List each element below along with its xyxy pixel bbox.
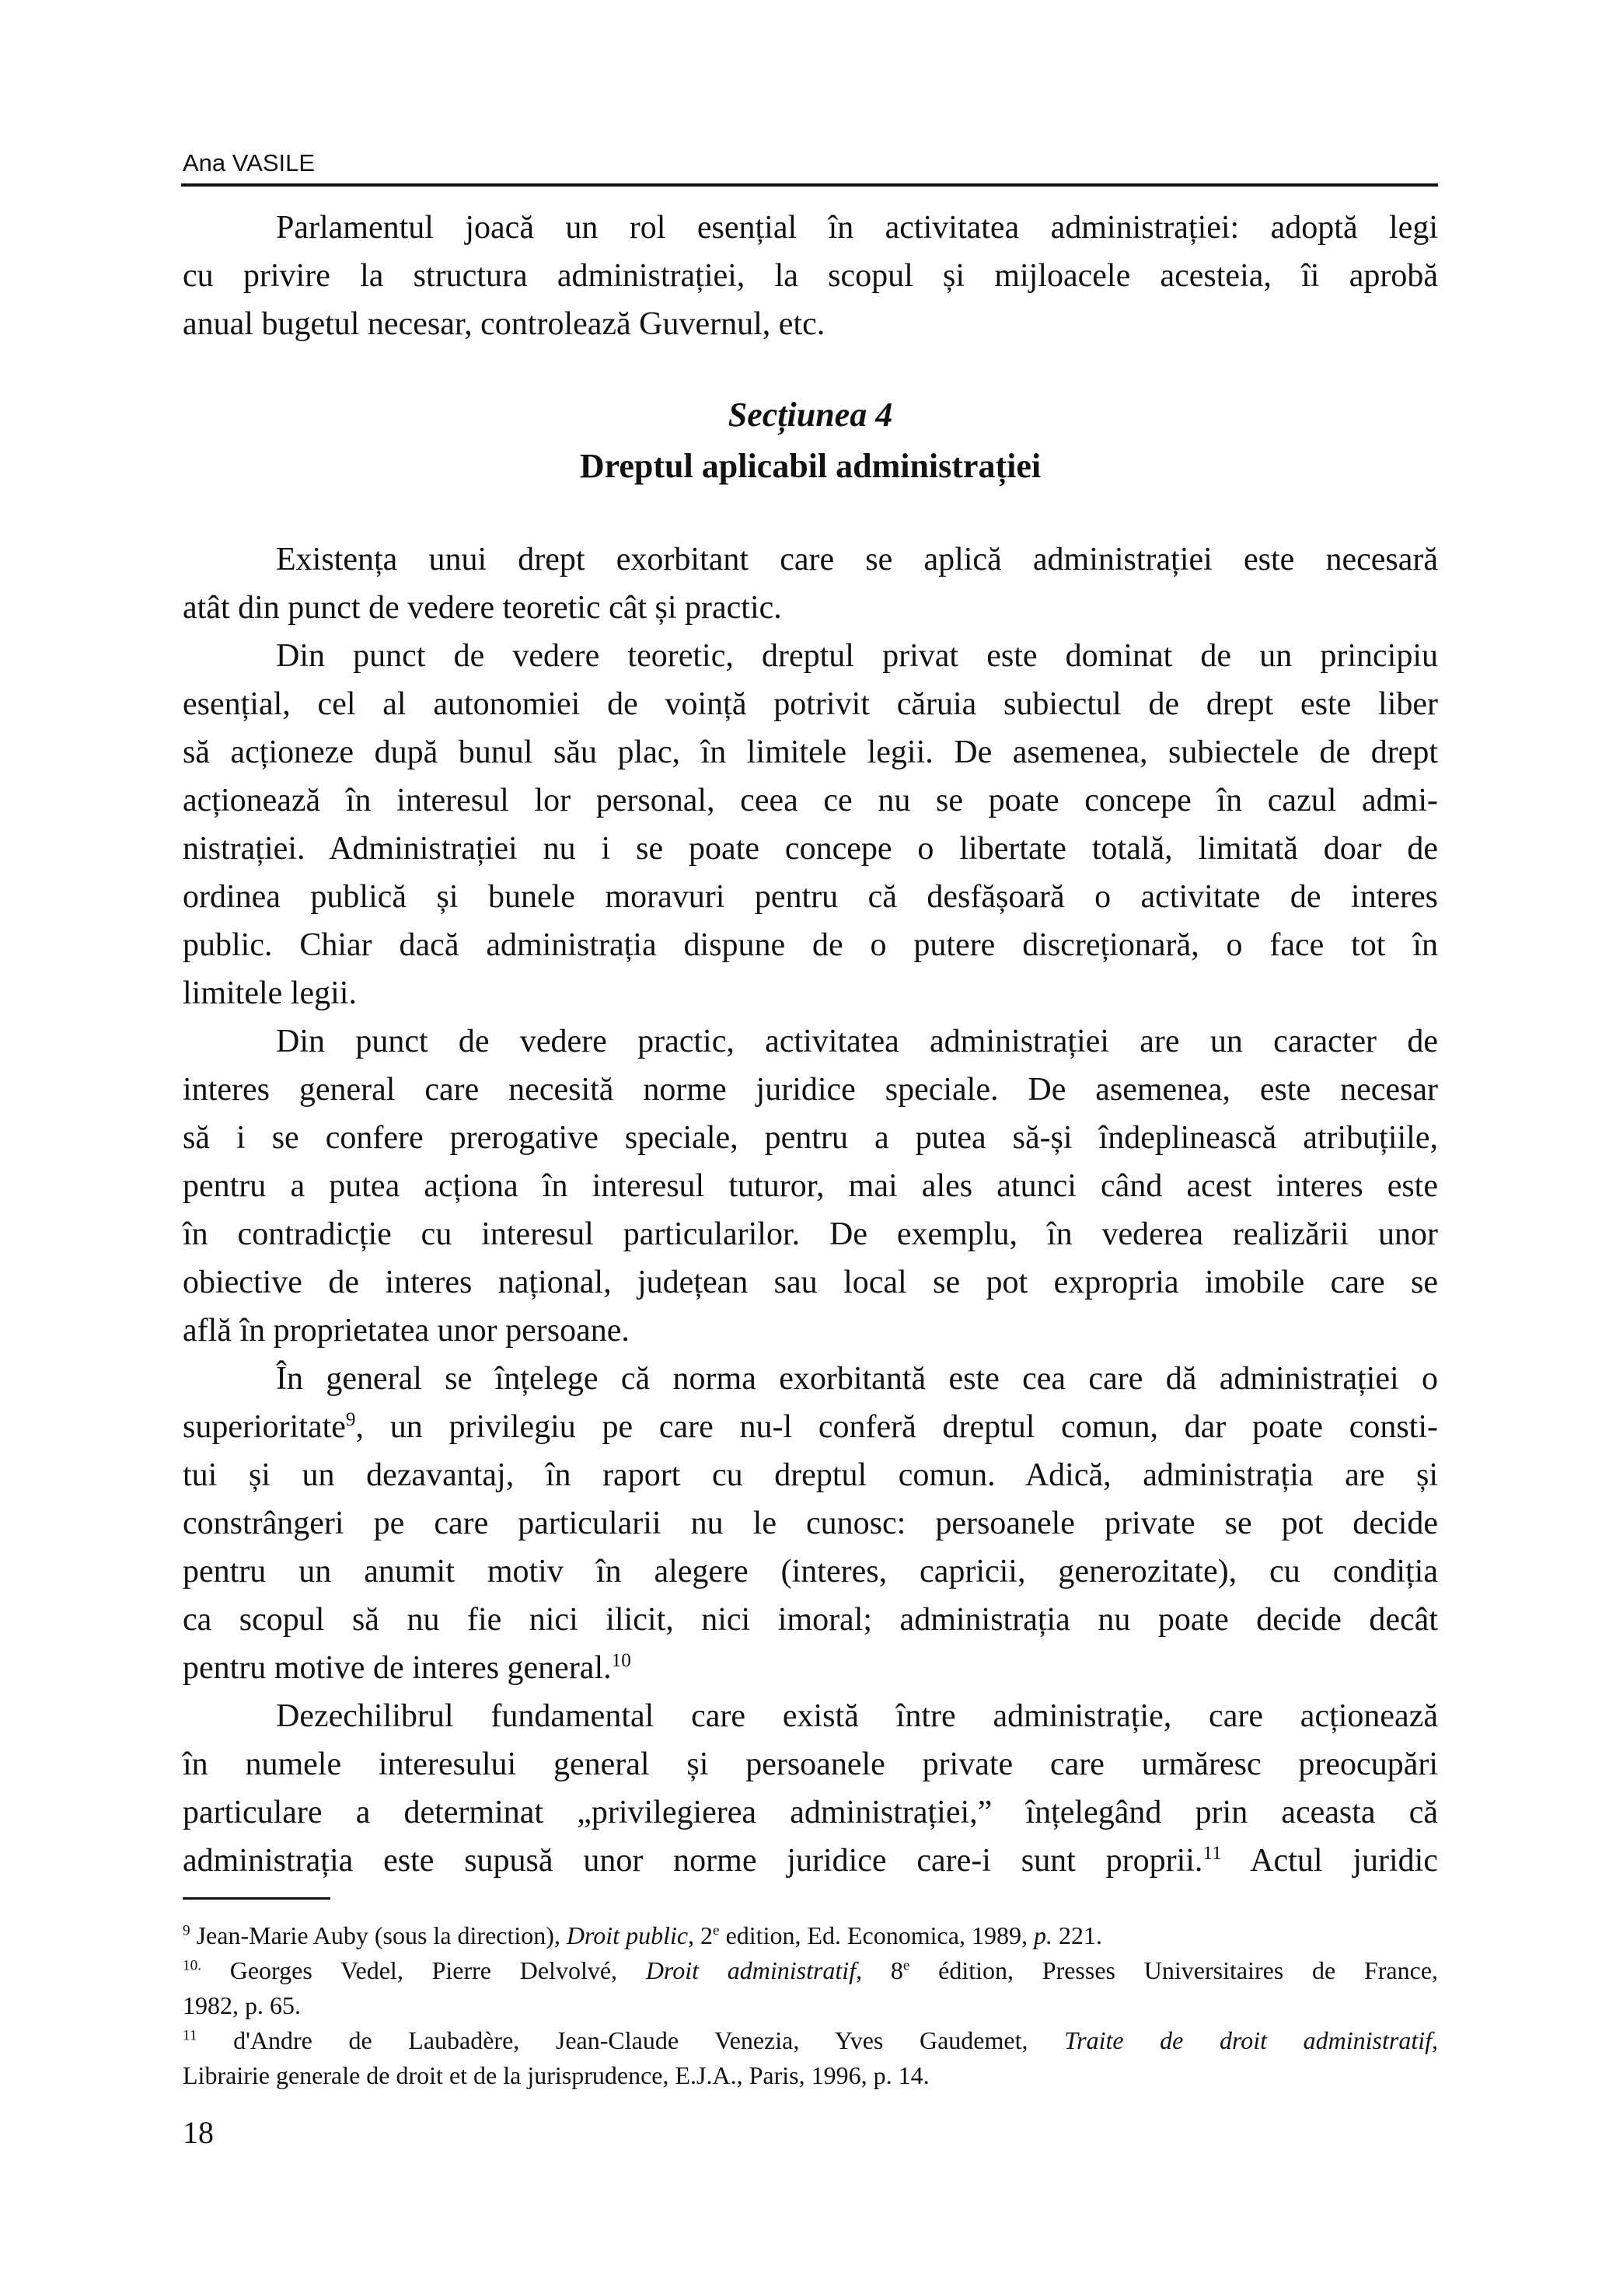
text: edition, Ed. Economica, 1989,	[719, 1921, 1034, 1949]
text-line: constrângeri pe care particularii nu le cunosc: persoanele private se pot decide	[183, 1506, 1438, 1541]
text-line: nistrației. Administrației nu i se poate concepe o libertate totală, limitată doar de	[183, 831, 1438, 867]
text: p.	[1033, 1921, 1052, 1949]
text: administrația este supusă unor norme juridice care-i sunt proprii.	[183, 1843, 1203, 1879]
text-line: ca scopul să nu fie nici ilicit, nici imoral; administrația nu poate decide decât	[183, 1602, 1438, 1638]
paragraph-parlament	[183, 204, 1438, 348]
text-line: particulare a determinat „privilegierea administrației,” înțelegând prin aceasta că	[183, 1795, 1438, 1830]
text-line	[183, 1837, 1438, 1885]
text: , 2	[688, 1921, 714, 1949]
text: e	[713, 1922, 720, 1939]
text: e	[902, 1957, 910, 1974]
text: Droit public	[566, 1921, 689, 1949]
text-line: Parlamentul joacă un rol esențial în activitatea administrației: adoptă legi	[276, 210, 1438, 246]
footnote-9	[183, 1918, 1438, 1953]
footnote-10	[183, 1953, 1438, 1988]
text: Traite de droit administratif,	[1064, 2026, 1439, 2054]
text: Actul juridic	[1221, 1843, 1438, 1879]
text-line: esențial, cel al autonomiei de voință potrivit căruia subiectul de drept este liber	[183, 686, 1438, 722]
text: édition, Presses Universitaires de France,	[909, 1956, 1439, 1984]
text: pentru motive de interes general.	[183, 1650, 612, 1686]
text-line: cu privire la structura administrației, la scopul și mijloacele acesteia, îi aprobă	[183, 258, 1438, 294]
footnote-separator	[183, 1897, 330, 1900]
paragraph-exorbitant	[183, 536, 1438, 1885]
text-line: ordinea publică și bunele moravuri pentru că desfășoară o activitate de interes	[183, 879, 1438, 915]
text: Georges Vedel, Pierre Delvolvé,	[201, 1956, 646, 1984]
text: , 8	[856, 1956, 903, 1984]
text: Droit administratif	[645, 1956, 857, 1984]
text-line: Dezechilibrul fundamental care există între administrație, care acționează	[276, 1698, 1438, 1734]
text: d'Andre de Laubadère, Jean-Claude Venezia, Yves Gaudemet,	[197, 2026, 1065, 2054]
page-number: 18	[183, 2115, 214, 2150]
header-rule	[181, 183, 1438, 187]
text-line	[183, 1403, 1438, 1451]
text-line: Existența unui drept exorbitant care se aplică administrației este necesară	[276, 542, 1438, 577]
text-line: interes general care necesită norme juridice speciale. De asemenea, este necesar	[183, 1072, 1438, 1108]
section-label: Secțiunea 4	[728, 396, 893, 434]
footnote-ref-10[interactable]: 10	[611, 1650, 631, 1671]
text-line: să acționeze după bunul său plac, în limitele legii. De asemenea, subiectele de drept	[183, 735, 1438, 770]
text-line: în contradicție cu interesul particularilor. De exemplu, în vederea realizării unor	[183, 1216, 1438, 1252]
text-line: pentru a putea acționa în interesul tuturor, mai ales atunci când acest interes este	[183, 1168, 1438, 1204]
text-line: atât din punct de vedere teoretic cât și practic.	[183, 590, 782, 626]
text-line: Din punct de vedere teoretic, dreptul privat este dominat de un principiu	[276, 638, 1438, 674]
text-line: Din punct de vedere practic, activitatea administrației are un caracter de	[276, 1024, 1438, 1059]
text-line: acționează în interesul lor personal, ceea ce nu se poate concepe în cazul admi-	[183, 783, 1438, 818]
section-title: Dreptul aplicabil administrației	[579, 447, 1042, 485]
footnote-11-cont: Librairie generale de droit et de la jurisprudence, E.J.A., Paris, 1996, p. 14.	[183, 2061, 930, 2089]
text-line: să i se confere prerogative speciale, pentru a putea să-și îndeplinească atribuțiile,	[183, 1120, 1438, 1156]
footnote-number: 11	[183, 2027, 197, 2044]
text-line: în numele interesului general și persoanele private care urmăresc preocupări	[183, 1746, 1438, 1782]
running-header-author: Ana VASILE	[183, 149, 316, 176]
footnotes	[183, 1918, 1438, 2093]
text-line	[183, 1644, 1438, 1692]
footnote-number: 10.	[183, 1957, 201, 1974]
footnote-10-cont: 1982, p. 65.	[183, 1991, 301, 2019]
text-line: tui și un dezavantaj, în raport cu dreptul comun. Adică, administrația are și	[183, 1457, 1438, 1493]
text-line: limitele legii.	[183, 975, 357, 1011]
text-line: În general se înțelege că norma exorbitantă este cea care dă administrației o	[276, 1361, 1438, 1397]
text-line: obiective de interes național, județean sau local se pot expropria imobile care se	[183, 1265, 1438, 1300]
text-line: află în proprietatea unor persoane.	[183, 1313, 630, 1349]
text-line: public. Chiar dacă administrația dispune de o putere discreționară, o face tot în	[183, 927, 1438, 963]
text-line: anual bugetul necesar, controlează Guvernul, etc.	[183, 306, 825, 342]
footnote-ref-9[interactable]: 9	[345, 1409, 356, 1430]
text-line: pentru un anumit motiv în alegere (interes, capricii, generozitate), cu condiția	[183, 1554, 1438, 1589]
text: superioritate	[183, 1409, 346, 1445]
text: Jean-Marie Auby (sous la direction),	[190, 1921, 567, 1949]
text: , un privilegiu pe care nu-l conferă dreptul comun, dar poate consti-	[355, 1409, 1438, 1445]
footnote-number: 9	[183, 1922, 190, 1939]
footnote-ref-11[interactable]: 11	[1202, 1843, 1222, 1864]
footnote-11	[183, 2023, 1438, 2058]
text: 221.	[1052, 1921, 1102, 1949]
